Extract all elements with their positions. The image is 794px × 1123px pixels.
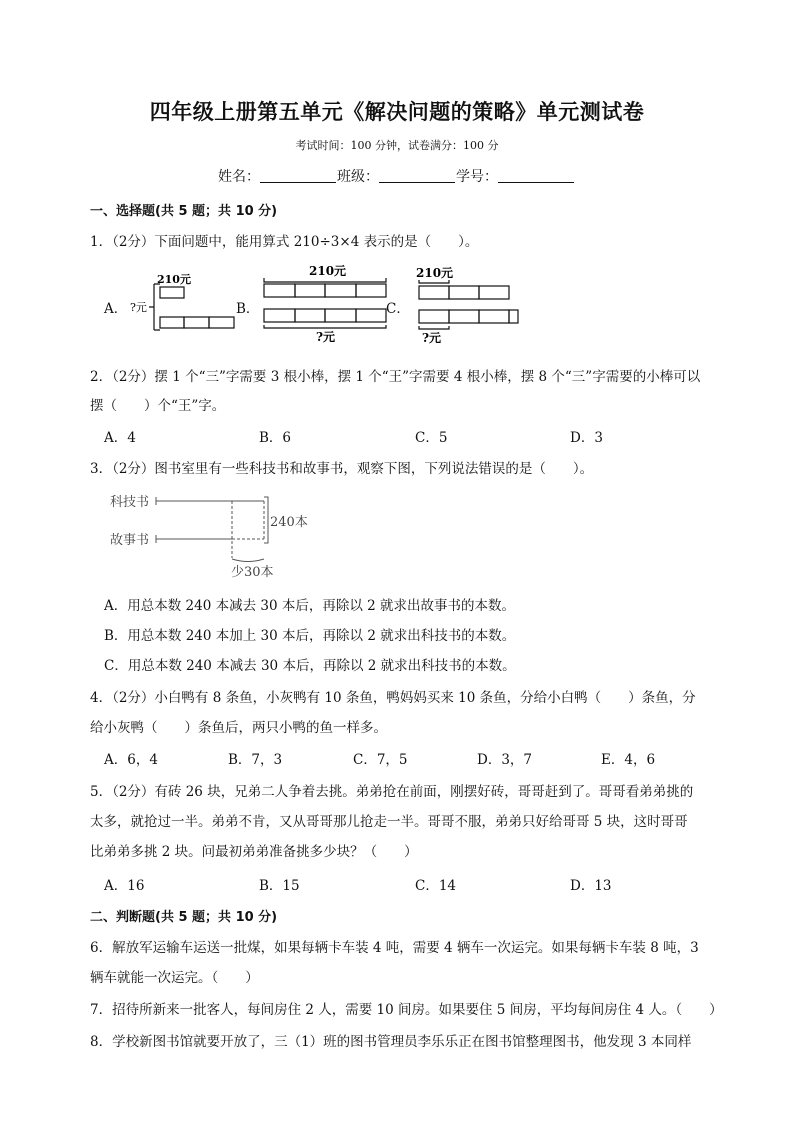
q5-option-b[interactable]: B．15 — [259, 878, 300, 894]
q1-b-label-total: 210元 — [309, 264, 347, 278]
q3-option-c[interactable]: C．用总本数 240 本减去 30 本后，再除以 2 就求出科技书的本数。 — [104, 658, 516, 674]
q3-label-total: 240本 — [270, 515, 308, 530]
name-blank[interactable] — [260, 168, 336, 183]
q3-label-story: 故事书 — [110, 533, 150, 548]
q5-option-d[interactable]: D．13 — [570, 878, 612, 894]
q2-option-a[interactable]: A．4 — [104, 430, 136, 446]
q4-option-d[interactable]: D．3，7 — [477, 752, 533, 768]
section-title-choice: 一、选择题(共 5 题；共 10 分) — [90, 204, 278, 219]
q4-option-a[interactable]: A．6，4 — [104, 752, 158, 768]
q4-option-e[interactable]: E．4，6 — [601, 752, 656, 768]
q4-option-c[interactable]: C．7，5 — [353, 752, 408, 768]
question-5-line-1: 5．（2分）有砖 26 块，兄弟二人争着去挑。弟弟抢在前面，刚摆好砖，哥哥赶到了。哥哥看弟弟挑的 — [90, 784, 694, 800]
student-id-blank[interactable] — [498, 168, 574, 183]
question-5-line-2: 太多，就抢过一半。弟弟不肯，又从哥哥那儿抢走一半。哥哥不服，弟弟只好给哥哥 5 块，这时哥哥 — [90, 814, 688, 830]
q1-a-label-total: 210元 — [157, 273, 191, 286]
q1-c-label-total: 210元 — [416, 266, 454, 280]
q3-book-diagram — [104, 488, 324, 580]
class-blank[interactable] — [379, 168, 455, 183]
question-3-text: 3．（2分）图书室里有一些科技书和故事书，观察下图，下列说法错误的是（ ）。 — [90, 461, 594, 477]
exam-info: 考试时间：100 分钟，试卷满分：100 分 — [295, 139, 499, 152]
q5-option-a[interactable]: A．16 — [104, 878, 145, 894]
section-title-judgment: 二、判断题(共 5 题；共 10 分) — [90, 910, 278, 925]
question-2-line-2: 摆（ ）个“王”字。 — [90, 398, 226, 414]
question-1-text: 1．（2分）下面问题中，能用算式 210÷3×4 表示的是（ ）。 — [90, 234, 479, 250]
q4-option-b[interactable]: B．7，3 — [228, 752, 283, 768]
q3-label-science: 科技书 — [110, 495, 150, 510]
q1-b-label-unknown: ?元 — [316, 330, 336, 344]
q3-option-b[interactable]: B．用总本数 240 本加上 30 本后，再除以 2 就求出科技书的本数。 — [104, 628, 516, 644]
question-2-line-1: 2．（2分）摆 1 个“三”字需要 3 根小棒，摆 1 个“王”字需要 4 根小棒，摆 8 个“三”字需要的小棒可以 — [90, 369, 701, 385]
question-6-line-1: 6．解放军运输车运送一批煤，如果每辆卡车装 4 吨，需要 4 辆车一次运完。如果每辆卡车装 8 吨，3 — [90, 940, 699, 956]
question-7-text: 7．招待所新来一批客人，每间房住 2 人，需要 10 间房。如果要住 5 间房，平均每间房住 4 人。（ ） — [90, 1002, 723, 1018]
question-8-text: 8．学校新图书馆就要开放了，三（1）班的图书管理员李乐乐正在图书馆整理图书，他发现 3 本同样 — [90, 1034, 692, 1050]
question-5-line-3: 比弟弟多挑 2 块。问最初弟弟准备挑多少块？（ ） — [90, 844, 418, 860]
question-6-line-2: 辆车就能一次运完。（ ） — [90, 970, 259, 986]
q1-c-label-unknown: ?元 — [422, 331, 442, 345]
page-title: 四年级上册第五单元《解决问题的策略》单元测试卷 — [149, 100, 645, 124]
q1-a-label-unknown: ?元 — [130, 301, 147, 314]
name-field[interactable] — [218, 166, 336, 186]
student-id-label: 学号： — [456, 169, 498, 185]
q1-option-a-label[interactable]: A． — [104, 301, 128, 317]
q1-option-b-label[interactable]: B． — [236, 301, 260, 317]
q2-option-c[interactable]: C．5 — [415, 430, 448, 446]
class-label: 班级： — [337, 169, 379, 185]
q1-option-c-label[interactable]: C． — [386, 301, 410, 317]
q5-option-c[interactable]: C．14 — [415, 878, 457, 894]
question-4-line-2: 给小灰鸭（ ）条鱼后，两只小鸭的鱼一样多。 — [90, 720, 387, 736]
q3-label-less: 少30本 — [231, 565, 274, 580]
student-id-field[interactable] — [456, 166, 574, 186]
q2-option-b[interactable]: B．6 — [259, 430, 292, 446]
q1-diagrams — [128, 262, 528, 346]
q3-option-a[interactable]: A．用总本数 240 本减去 30 本后，再除以 2 就求出故事书的本数。 — [104, 598, 516, 614]
name-label: 姓名： — [218, 169, 260, 185]
class-field[interactable] — [337, 166, 455, 186]
question-4-line-1: 4．（2分）小白鸭有 8 条鱼，小灰鸭有 10 条鱼，鸭妈妈买来 10 条鱼，分给小白鸭（ ）条鱼，分 — [90, 690, 696, 706]
q2-option-d[interactable]: D．3 — [570, 430, 603, 446]
